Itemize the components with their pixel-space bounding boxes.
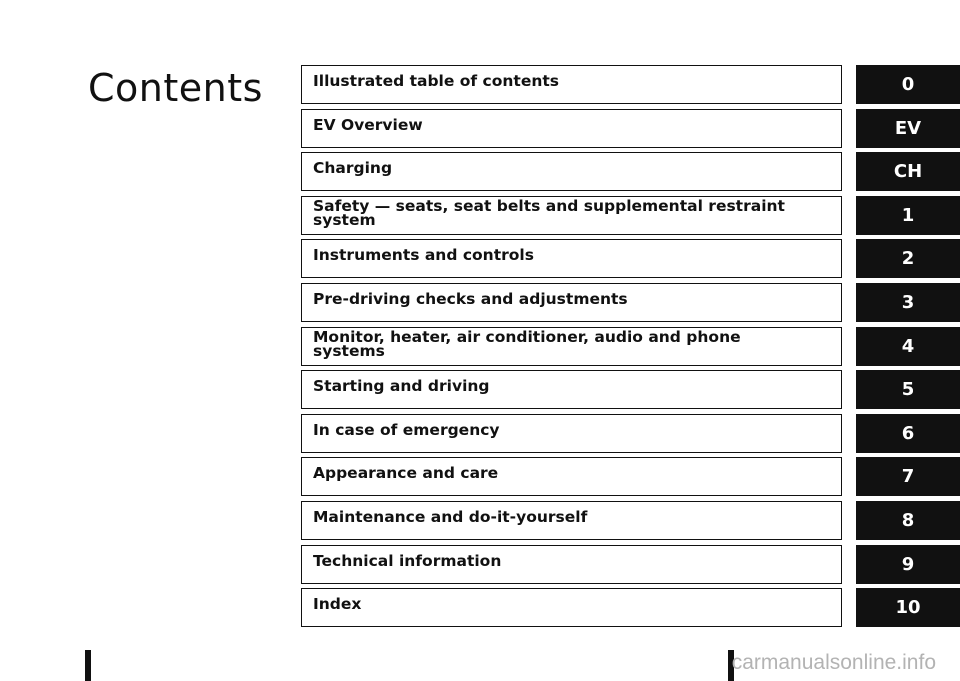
toc-entry-label: Pre-driving checks and adjustments bbox=[313, 289, 628, 308]
toc-entry-label: Monitor, heater, air conditioner, audio and phone systems bbox=[313, 327, 741, 360]
section-tab-label: 4 bbox=[901, 335, 915, 357]
section-tab-label: 1 bbox=[901, 204, 915, 226]
section-tab-5[interactable] bbox=[856, 370, 960, 409]
toc-entry-label: Safety — seats, seat belts and supplemental restraint system bbox=[313, 196, 785, 229]
section-tab-ch[interactable] bbox=[856, 152, 960, 191]
section-tab-8[interactable] bbox=[856, 501, 960, 540]
section-tab-1[interactable] bbox=[856, 196, 960, 235]
page-title: Contents bbox=[88, 66, 263, 110]
section-tab-label: EV bbox=[894, 117, 922, 139]
toc-entry-safety[interactable] bbox=[301, 196, 842, 235]
section-tab-10[interactable] bbox=[856, 588, 960, 627]
section-tab-6[interactable] bbox=[856, 414, 960, 453]
section-tab-label: 8 bbox=[901, 509, 915, 531]
toc-entry-label: Appearance and care bbox=[313, 464, 499, 483]
toc-entry-emergency[interactable] bbox=[301, 414, 842, 453]
section-tab-label: 3 bbox=[901, 291, 915, 313]
toc-entry-monitor-heater[interactable] bbox=[301, 327, 842, 366]
section-tab-label: CH bbox=[893, 161, 923, 183]
toc-entry-ev-overview[interactable] bbox=[301, 109, 842, 148]
section-tab-label: 10 bbox=[895, 597, 921, 619]
toc-entry-maintenance[interactable] bbox=[301, 501, 842, 540]
toc-entry-label: Illustrated table of contents bbox=[313, 72, 560, 90]
toc-entry-label: Instruments and controls bbox=[313, 246, 534, 265]
section-tab-7[interactable] bbox=[856, 457, 960, 496]
table-of-contents bbox=[301, 65, 842, 632]
section-tab-label: 9 bbox=[901, 553, 915, 575]
toc-entry-label: In case of emergency bbox=[313, 420, 500, 439]
section-tab-label: 2 bbox=[901, 248, 915, 270]
toc-entry-label: Technical information bbox=[313, 551, 502, 570]
section-tab-label: 0 bbox=[901, 74, 915, 95]
toc-entry-pre-driving[interactable] bbox=[301, 283, 842, 322]
toc-entry-label: Maintenance and do-it-yourself bbox=[313, 507, 588, 526]
toc-entry-illustrated-table[interactable] bbox=[301, 65, 842, 104]
section-tab-label: 5 bbox=[901, 379, 915, 401]
section-tab-0[interactable] bbox=[856, 65, 960, 104]
toc-entry-label: EV Overview bbox=[313, 115, 423, 134]
section-tab-9[interactable] bbox=[856, 545, 960, 584]
toc-entry-label: Starting and driving bbox=[313, 377, 490, 396]
toc-entry-starting-driving[interactable] bbox=[301, 370, 842, 409]
watermark: carmanualsonline.info bbox=[731, 651, 936, 674]
section-tab-label: 6 bbox=[901, 422, 915, 444]
section-tab-2[interactable] bbox=[856, 239, 960, 278]
toc-entry-instruments[interactable] bbox=[301, 239, 842, 278]
crop-mark-left bbox=[85, 650, 91, 681]
section-tab-4[interactable] bbox=[856, 327, 960, 366]
section-tab-label: 7 bbox=[901, 466, 915, 488]
section-tab-ev[interactable] bbox=[856, 109, 960, 148]
toc-entry-appearance-care[interactable] bbox=[301, 457, 842, 496]
section-tab-3[interactable] bbox=[856, 283, 960, 322]
toc-entry-label: Index bbox=[313, 595, 362, 614]
toc-entry-index[interactable] bbox=[301, 588, 842, 627]
toc-entry-technical-info[interactable] bbox=[301, 545, 842, 584]
toc-entry-charging[interactable] bbox=[301, 152, 842, 191]
toc-entry-label: Charging bbox=[313, 159, 393, 178]
section-tabs bbox=[856, 65, 960, 632]
